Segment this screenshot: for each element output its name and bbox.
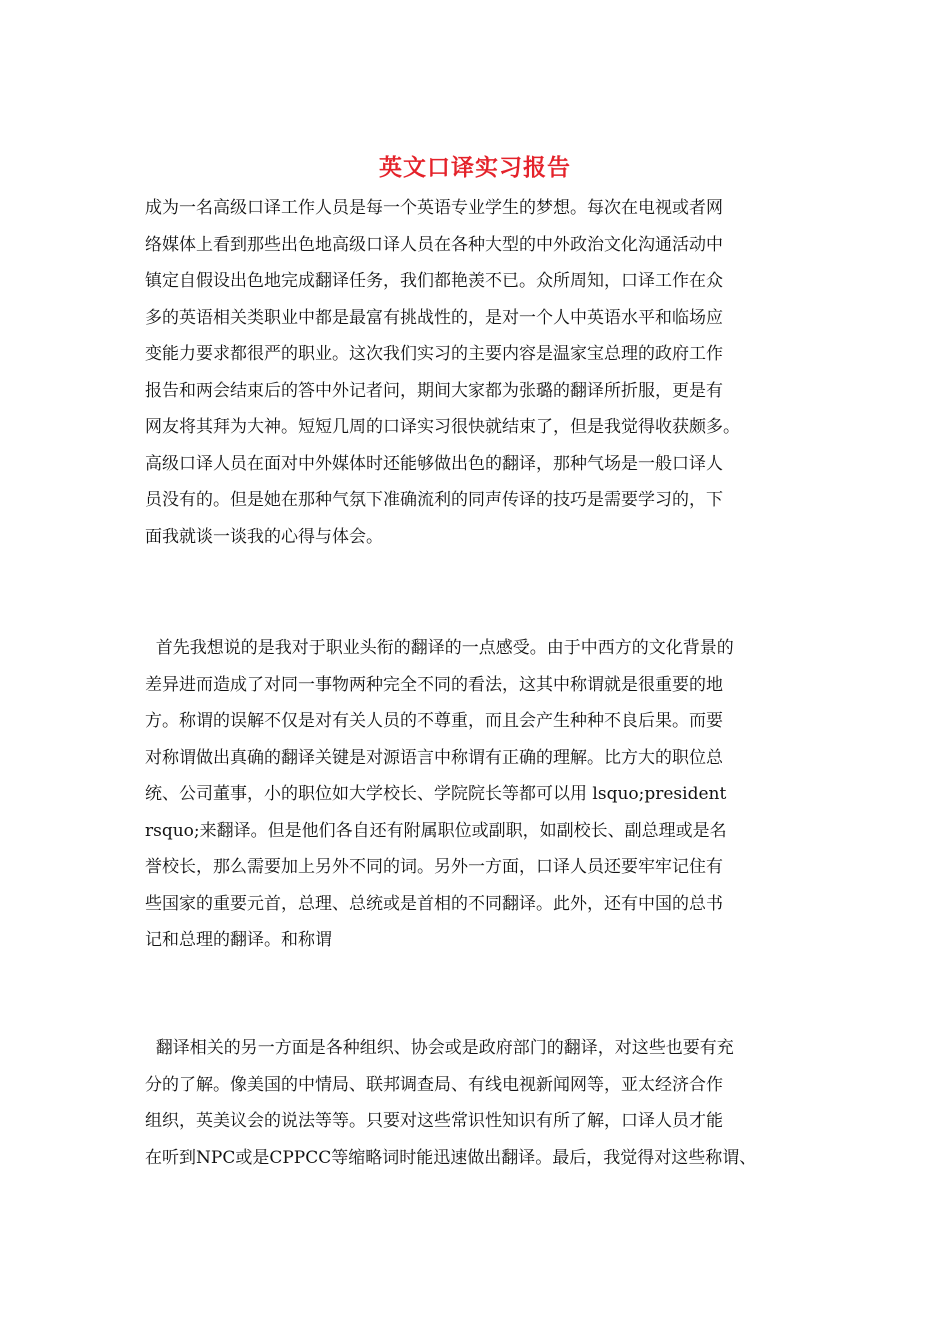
paragraph-line: 翻译相关的另一方面是各种组织、协会或是政府部门的翻译，对这些也要有充 (145, 1038, 734, 1058)
paragraph-line: 镇定自假设出色地完成翻译任务，我们都艳羡不已。众所周知，口译工作在众 (145, 271, 723, 291)
paragraph-line: 统、公司董事，小的职位如大学校长、学院院长等都可以用 lsquo;president (145, 784, 727, 804)
paragraph-2 (145, 630, 810, 959)
paragraph-1 (145, 190, 810, 555)
paragraph-line: 分的了解。像美国的中情局、联邦调查局、有线电视新闻网等，亚太经济合作 (145, 1074, 723, 1095)
document-title: 英文口译实习报告 (379, 154, 571, 181)
paragraph-line: 首先我想说的是我对于职业头衔的翻译的一点感受。由于中西方的文化背景的 (145, 638, 734, 658)
paragraph-line: 成为一名高级口译工作人员是每一个英语专业学生的梦想。每次在电视或者网 (145, 198, 723, 218)
paragraph-line: 差异进而造成了对同一事物两种完全不同的看法，这其中称谓就是很重要的地 (145, 674, 723, 695)
paragraph-line: 些国家的重要元首，总理、总统或是首相的不同翻译。此外，还有中国的总书 (145, 893, 723, 914)
paragraph-line: 在听到NPC或是CPPCC等缩略词时能迅速做出翻译。最后，我觉得对这些称谓、 (145, 1147, 757, 1168)
paragraph-line: 报告和两会结束后的答中外记者问，期间大家都为张璐的翻译所折服，更是有 (145, 380, 723, 401)
paragraph-3 (145, 1030, 810, 1176)
paragraph-line: 变能力要求都很严的职业。这次我们实习的主要内容是温家宝总理的政府工作 (145, 344, 723, 364)
paragraph-line: 面我就谈一谈我的心得与体会。 (145, 526, 383, 547)
paragraph-line: 记和总理的翻译。和称谓 (145, 930, 332, 950)
paragraph-line: 高级口译人员在面对中外媒体时还能够做出色的翻译，那种气场是一般口译人 (145, 453, 723, 474)
paragraph-line: 誉校长，那么需要加上另外不同的词。另外一方面，口译人员还要牢牢记住有 (145, 857, 723, 877)
paragraph-line: 网友将其拜为大神。短短几周的口译实习很快就结束了，但是我觉得收获颇多。 (145, 417, 740, 437)
paragraph-line: 多的英语相关类职业中都是最富有挑战性的，是对一个人中英语水平和临场应 (145, 307, 723, 328)
paragraph-line: 络媒体上看到那些出色地高级口译人员在各种大型的中外政治文化沟通活动中 (145, 234, 723, 255)
paragraph-line: 方。称谓的误解不仅是对有关人员的不尊重，而且会产生种种不良后果。而要 (145, 711, 723, 731)
paragraph-line: 组织，英美议会的说法等等。只要对这些常识性知识有所了解，口译人员才能 (145, 1111, 723, 1131)
paragraph-line: 员没有的。但是她在那种气氛下准确流利的同声传译的技巧是需要学习的，下 (145, 490, 723, 510)
paragraph-line: 对称谓做出真确的翻译关键是对源语言中称谓有正确的理解。比方大的职位总 (145, 747, 723, 768)
paragraph-line: rsquo;来翻译。但是他们各自还有附属职位或副职，如副校长、副总理或是名 (145, 820, 727, 841)
